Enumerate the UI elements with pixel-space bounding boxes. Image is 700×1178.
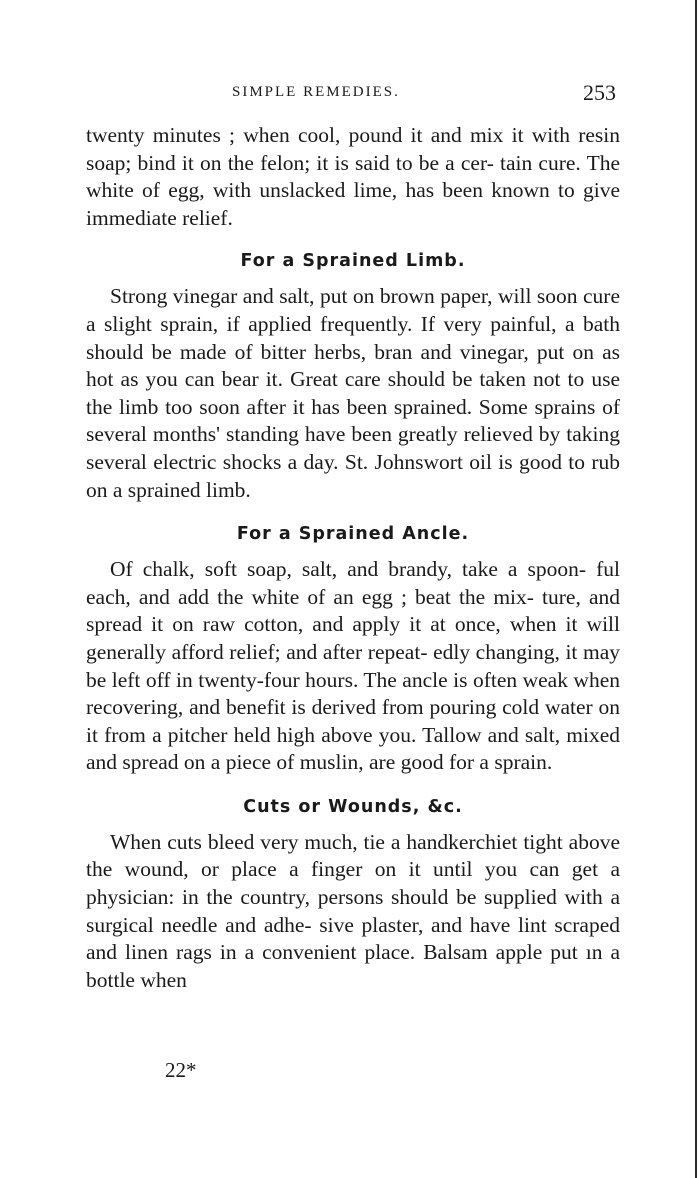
heading-cuts-wounds: Cuts or Wounds, &c. <box>243 796 463 817</box>
paragraph-cuts-wounds: When cuts bleed very much, tie a handkerchiet tight above the wound, or place a finger on it until you can get a physician: in the country, persons should be supplied with a surgical needle and adhe- sive plaster, and have lint scraped and linen rags in a convenient place. Balsam apple put ın a bottle when <box>86 829 620 992</box>
body-text <box>86 122 620 994</box>
running-title: SIMPLE REMEDIES. <box>232 84 400 100</box>
page-edge-line <box>695 0 697 1178</box>
heading-sprained-limb: For a Sprained Limb. <box>240 251 466 272</box>
running-head <box>86 80 616 110</box>
paragraph-sprained-ancle: Of chalk, soft soap, salt, and brandy, take a spoon- ful each, and add the white of an egg ; beat the mix- ture, and spread it on raw cotton, and apply it at once, when it will generally afford relief; and after repeat- edly changing, it may be left off in twenty-four hours. The ancle is often weak when recovering, and benefit is derived from pouring cold water on it from a pitcher held high above you. Tallow and salt, mixed and spread on a piece of muslin, are good for a sprain. <box>86 557 620 775</box>
page-number: 253 <box>583 80 616 105</box>
signature-mark: 22* <box>165 1058 197 1082</box>
heading-sprained-ancle: For a Sprained Ancle. <box>236 524 470 545</box>
paragraph-sprained-limb: Strong vinegar and salt, put on brown paper, will soon cure a slight sprain, if applied frequently. If very painful, a bath should be made of bitter herbs, bran and vinegar, put on as hot as you can bear it. Great care should be taken not to use the limb too soon after it has been sprained. Some sprains of several months' standing have been greatly relieved by taking several electric shocks a day. St. Johnswort oil is good to rub on a sprained limb. <box>86 284 620 502</box>
paragraph-felon-continued: twenty minutes ; when cool, pound it and mix it with resin soap; bind it on the felon; it is said to be a cer- tain cure. The white of egg, with unslacked lime, has been known to give immediate relief. <box>86 123 620 230</box>
